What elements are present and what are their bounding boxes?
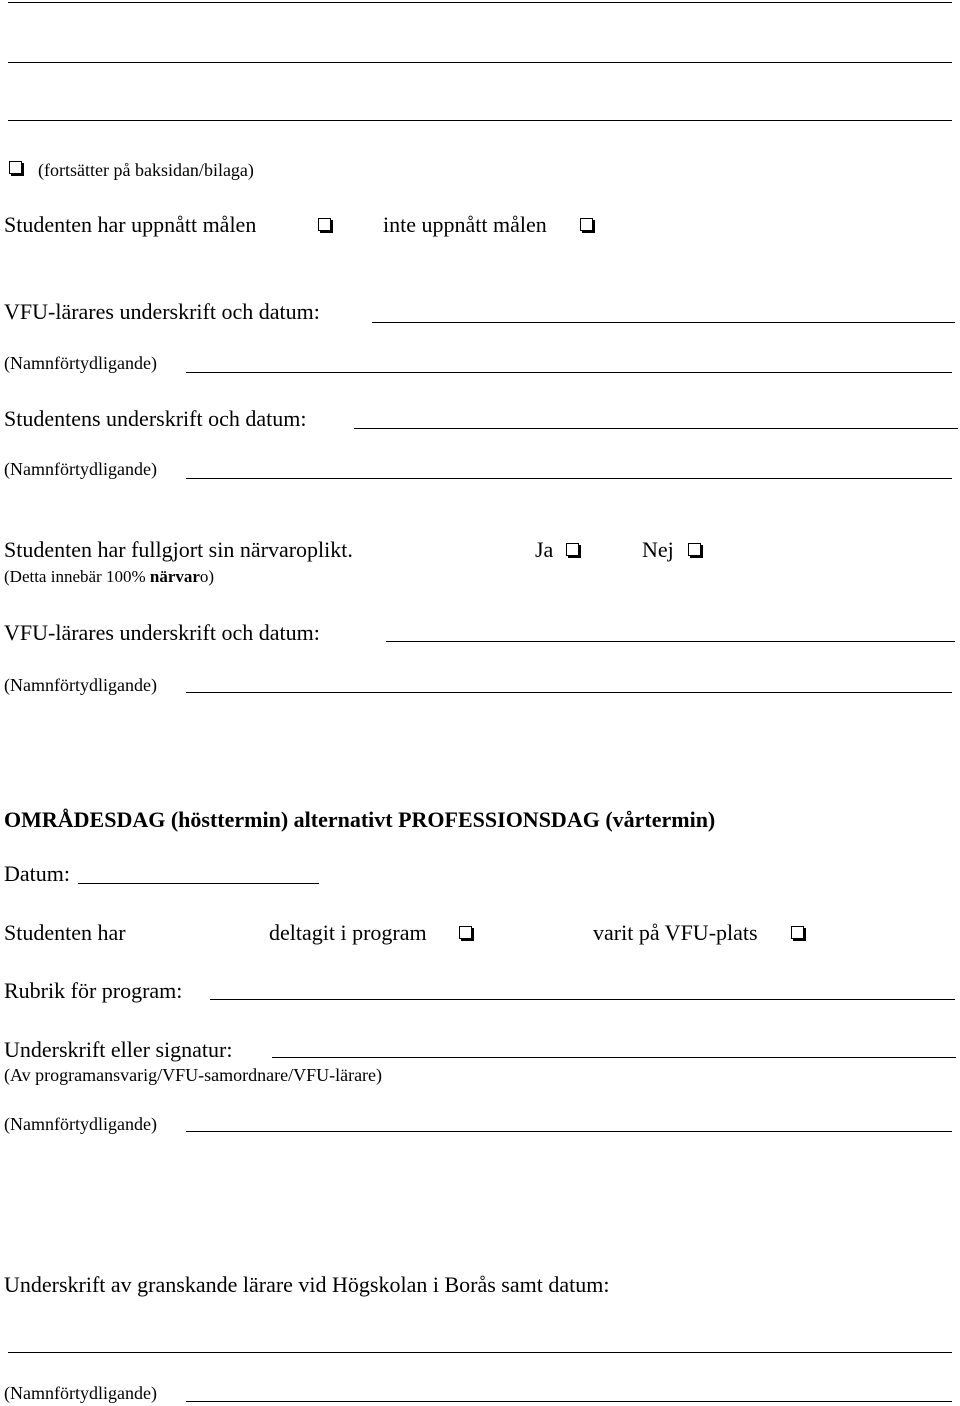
participated-checkbox[interactable] [459,926,472,939]
attendance-note [4,568,214,585]
program-title-line[interactable] [210,999,955,1000]
area-day-heading: OMRÅDESDAG (hösttermin) alternativt PROFESSIONSDAG (vårtermin) [4,807,716,832]
vfu-name-line[interactable] [186,372,952,373]
blank-line-1[interactable] [8,2,952,3]
blank-line-2[interactable] [8,62,952,63]
attendance-note-prefix: (Detta innebär 100% [4,567,150,586]
area-day-name-label: (Namnförtydligande) [4,1114,157,1134]
date-label: Datum: [4,861,70,886]
signature-note: (Av programansvarig/VFU-samordnare/VFU-lärare) [4,1065,383,1085]
vfu-signature-line[interactable] [372,322,955,323]
attendance-yes-checkbox[interactable] [566,543,579,556]
final-name-line[interactable] [186,1401,952,1402]
attendance-label: Studenten har fullgjort sin närvaroplikt. [4,537,353,562]
participated-label: deltagit i program [269,920,427,945]
attendance-no-label: Nej [642,537,674,562]
signature-label: Underskrift eller signatur: [4,1037,233,1062]
attendance-yes-label: Ja [535,537,554,562]
area-day-name-line[interactable] [186,1131,952,1132]
final-name-label: (Namnförtydligande) [4,1383,157,1403]
final-signature-line[interactable] [8,1352,952,1353]
goals-not-achieved-checkbox[interactable] [580,218,593,231]
student-name-label: (Namnförtydligande) [4,459,157,479]
student-signature-label: Studentens underskrift och datum: [4,406,307,431]
goals-achieved-checkbox[interactable] [318,218,331,231]
student-has-label: Studenten har [4,920,126,945]
goals-achieved-label: Studenten har uppnått målen [4,212,257,237]
goals-not-achieved-label: inte uppnått målen [383,212,547,237]
vfu-name-label: (Namnförtydligande) [4,353,157,373]
vfu-name-2-label: (Namnförtydligande) [4,675,157,695]
date-line[interactable] [78,883,319,884]
program-title-label: Rubrik för program: [4,978,183,1003]
continue-checkbox[interactable] [9,161,22,174]
vfu-signature-label: VFU-lärares underskrift och datum: [4,299,320,324]
student-name-line[interactable] [186,478,952,479]
continue-label: (fortsätter på baksidan/bilaga) [38,160,254,180]
at-placement-checkbox[interactable] [791,926,804,939]
attendance-no-checkbox[interactable] [688,543,701,556]
vfu-name-2-line[interactable] [186,692,952,693]
signature-line[interactable] [272,1057,956,1058]
student-signature-line[interactable] [354,428,958,429]
final-signature-label: Underskrift av granskande lärare vid Högskolan i Borås samt datum: [4,1272,610,1297]
attendance-note-suffix: o) [199,567,215,586]
at-placement-label: varit på VFU-plats [593,920,758,945]
attendance-note-bold: närvar [149,567,200,586]
blank-line-3[interactable] [8,120,952,121]
vfu-signature-2-line[interactable] [386,641,955,642]
vfu-signature-2-label: VFU-lärares underskrift och datum: [4,620,320,645]
